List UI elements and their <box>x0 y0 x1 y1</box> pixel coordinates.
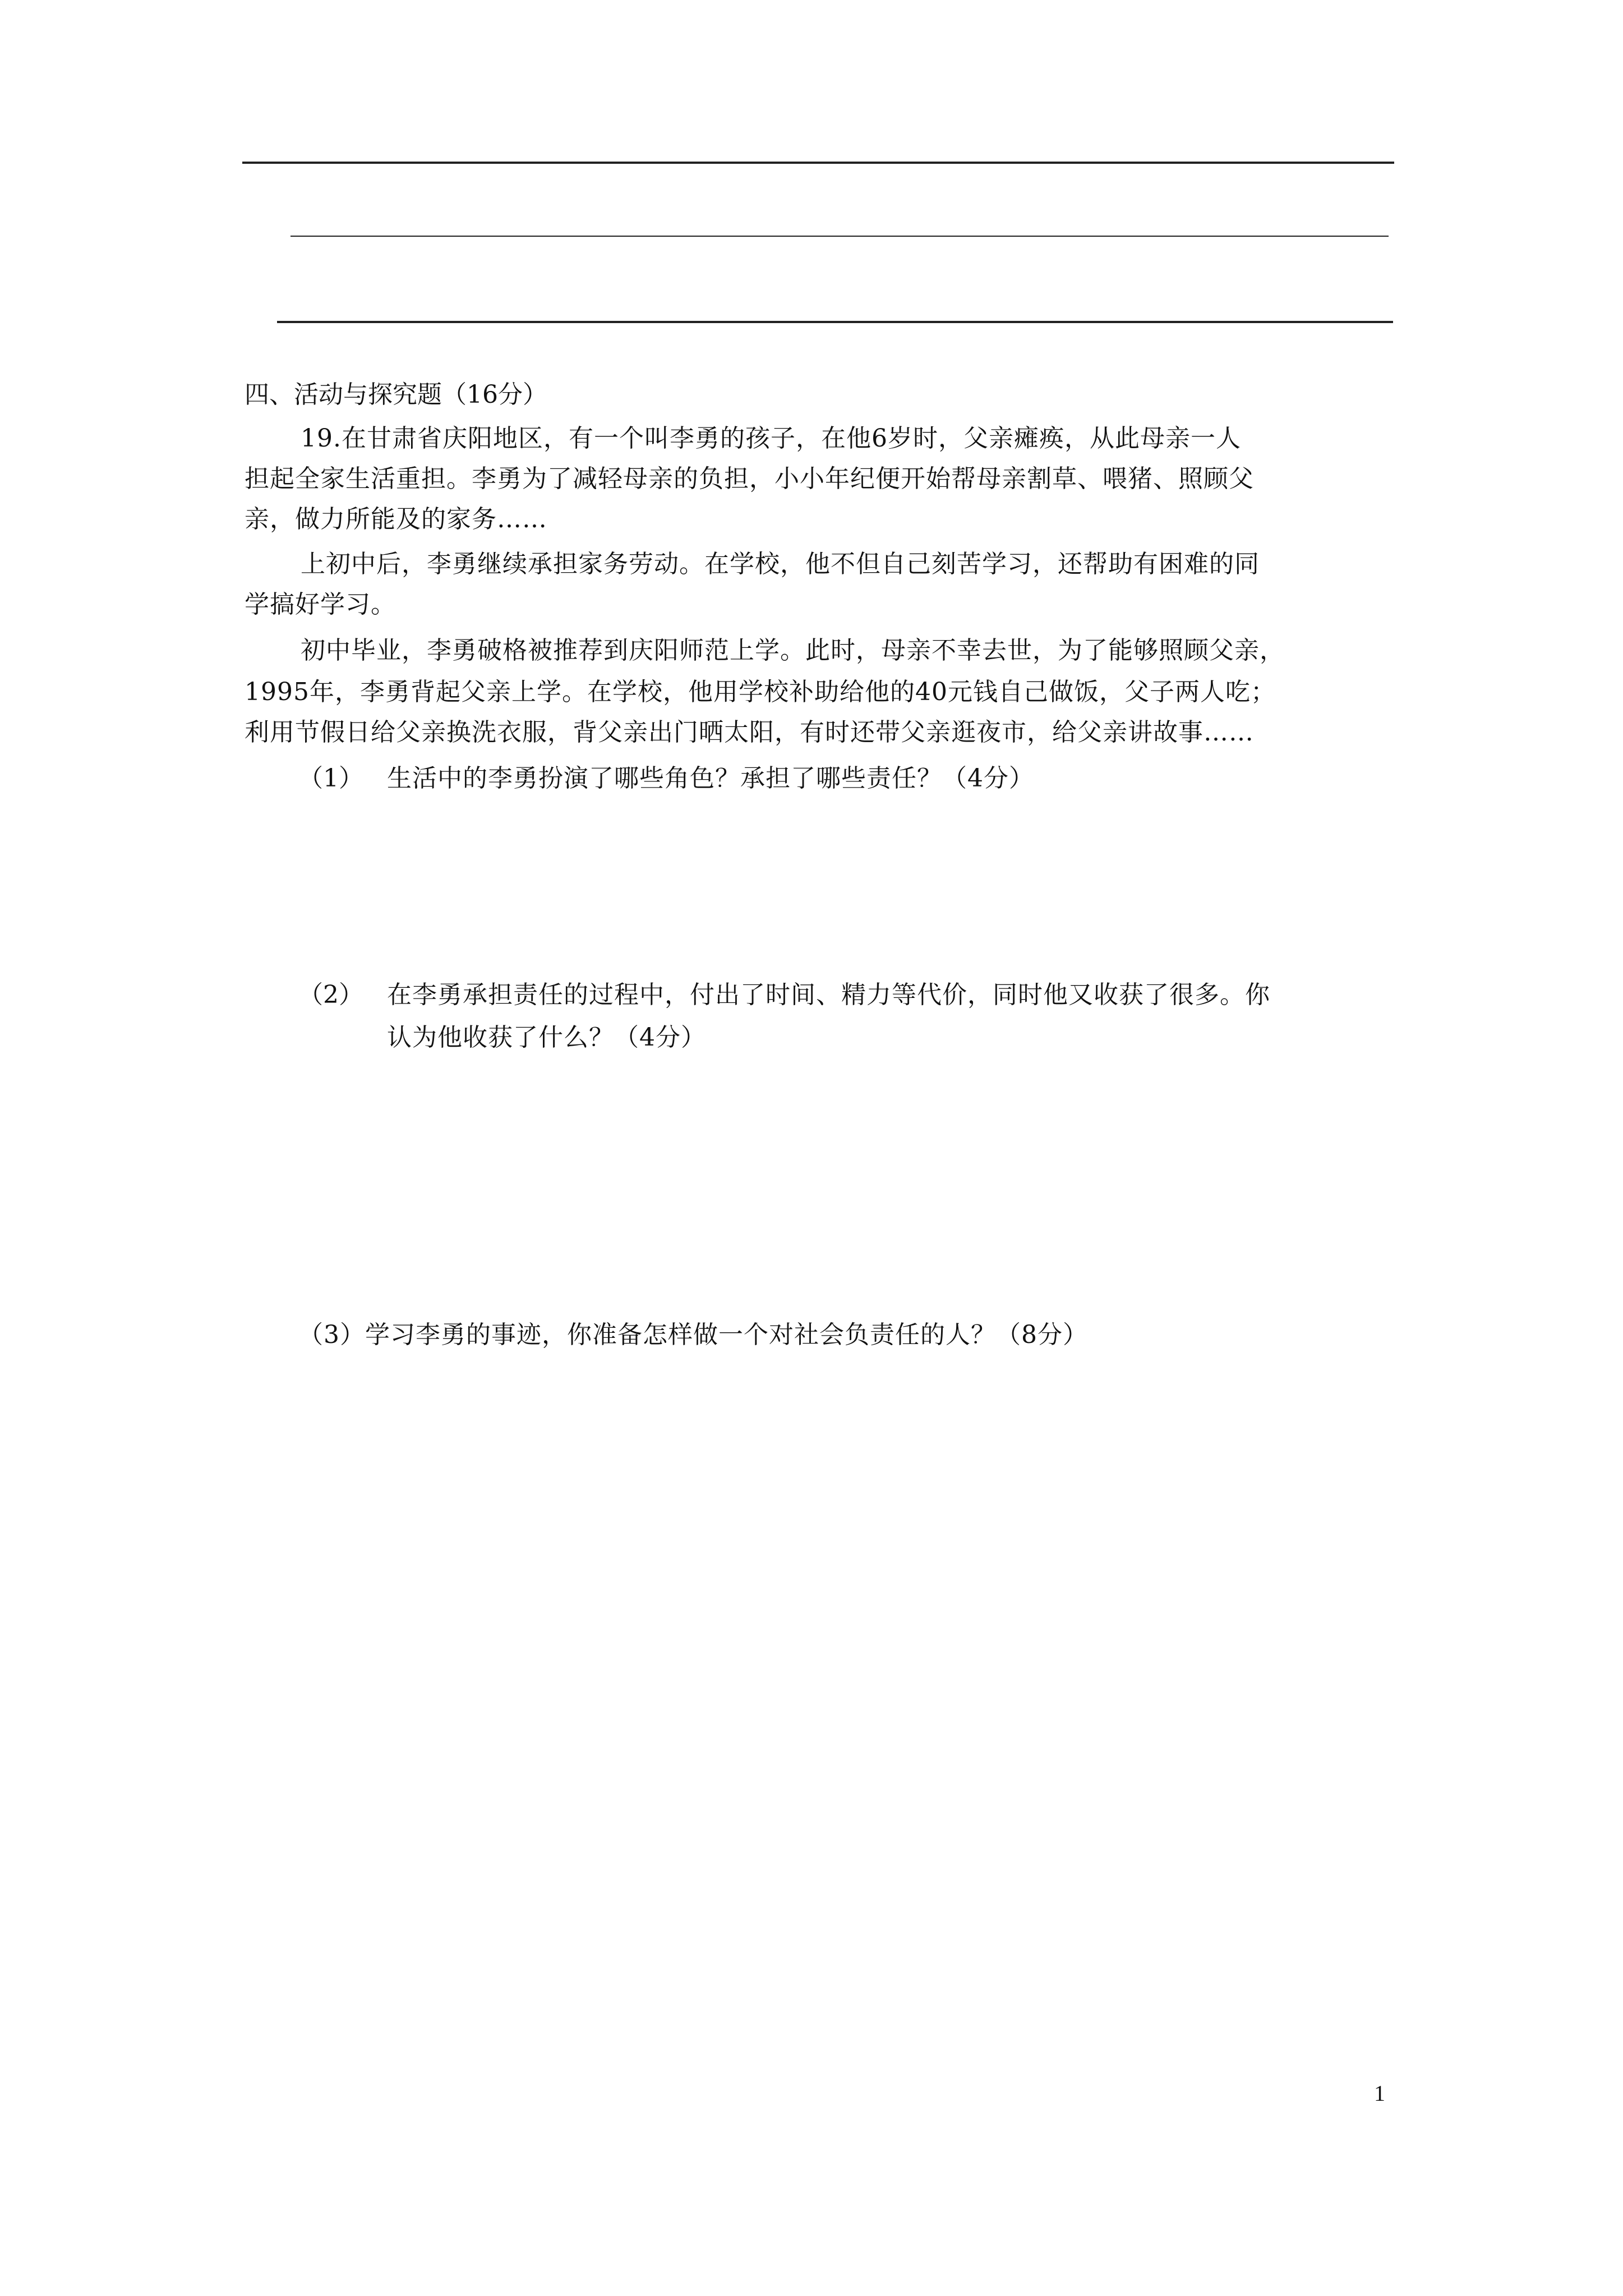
section-heading: 四、活动与探究题（16分） <box>245 380 547 409</box>
subquestion-2-text-line-2: 认为他收获了什么？（4分） <box>387 1023 706 1052</box>
passage-line-8: 利用节假日给父亲换洗衣服，背父亲出门晒太阳，有时还带父亲逛夜市，给父亲讲故事…… <box>245 718 1254 747</box>
passage-line-2: 担起全家生活重担。李勇为了减轻母亲的负担，小小年纪便开始帮母亲割草、喂猪、照顾父 <box>245 464 1254 493</box>
subquestion-1-text: 生活中的李勇扮演了哪些角色？承担了哪些责任？（4分） <box>387 764 1034 793</box>
subquestion-3-text: （3）学习李勇的事迹，你准备怎样做一个对社会负责任的人？（8分） <box>298 1320 1088 1349</box>
passage-line-4: 上初中后，李勇继续承担家务劳动。在学校，他不但自己刻苦学习，还帮助有困难的同 <box>301 550 1260 578</box>
passage-line-3: 亲，做力所能及的家务…… <box>245 505 547 533</box>
passage-line-5: 学搞好学习。 <box>245 590 396 619</box>
subquestion-2-number: （2） <box>298 981 363 1009</box>
answer-line-2 <box>291 236 1389 237</box>
passage-line-1: 19.在甘肃省庆阳地区，有一个叫李勇的孩子，在他6岁时，父亲瘫痪，从此母亲一人 <box>301 424 1241 453</box>
subquestion-2-text-line-1: 在李勇承担责任的过程中，付出了时间、精力等代价，同时他又收获了很多。你 <box>387 981 1270 1009</box>
passage-line-6: 初中毕业，李勇破格被推荐到庆阳师范上学。此时，母亲不幸去世，为了能够照顾父亲， <box>301 636 1285 665</box>
passage-line-7: 1995年，李勇背起父亲上学。在学校，他用学校补助给他的40元钱自己做饭，父子两人吃； <box>245 678 1276 706</box>
page-number: 1 <box>1374 2081 1385 2106</box>
answer-line-3 <box>277 321 1393 323</box>
answer-line-1 <box>242 162 1394 164</box>
subquestion-1-number: （1） <box>298 764 363 793</box>
